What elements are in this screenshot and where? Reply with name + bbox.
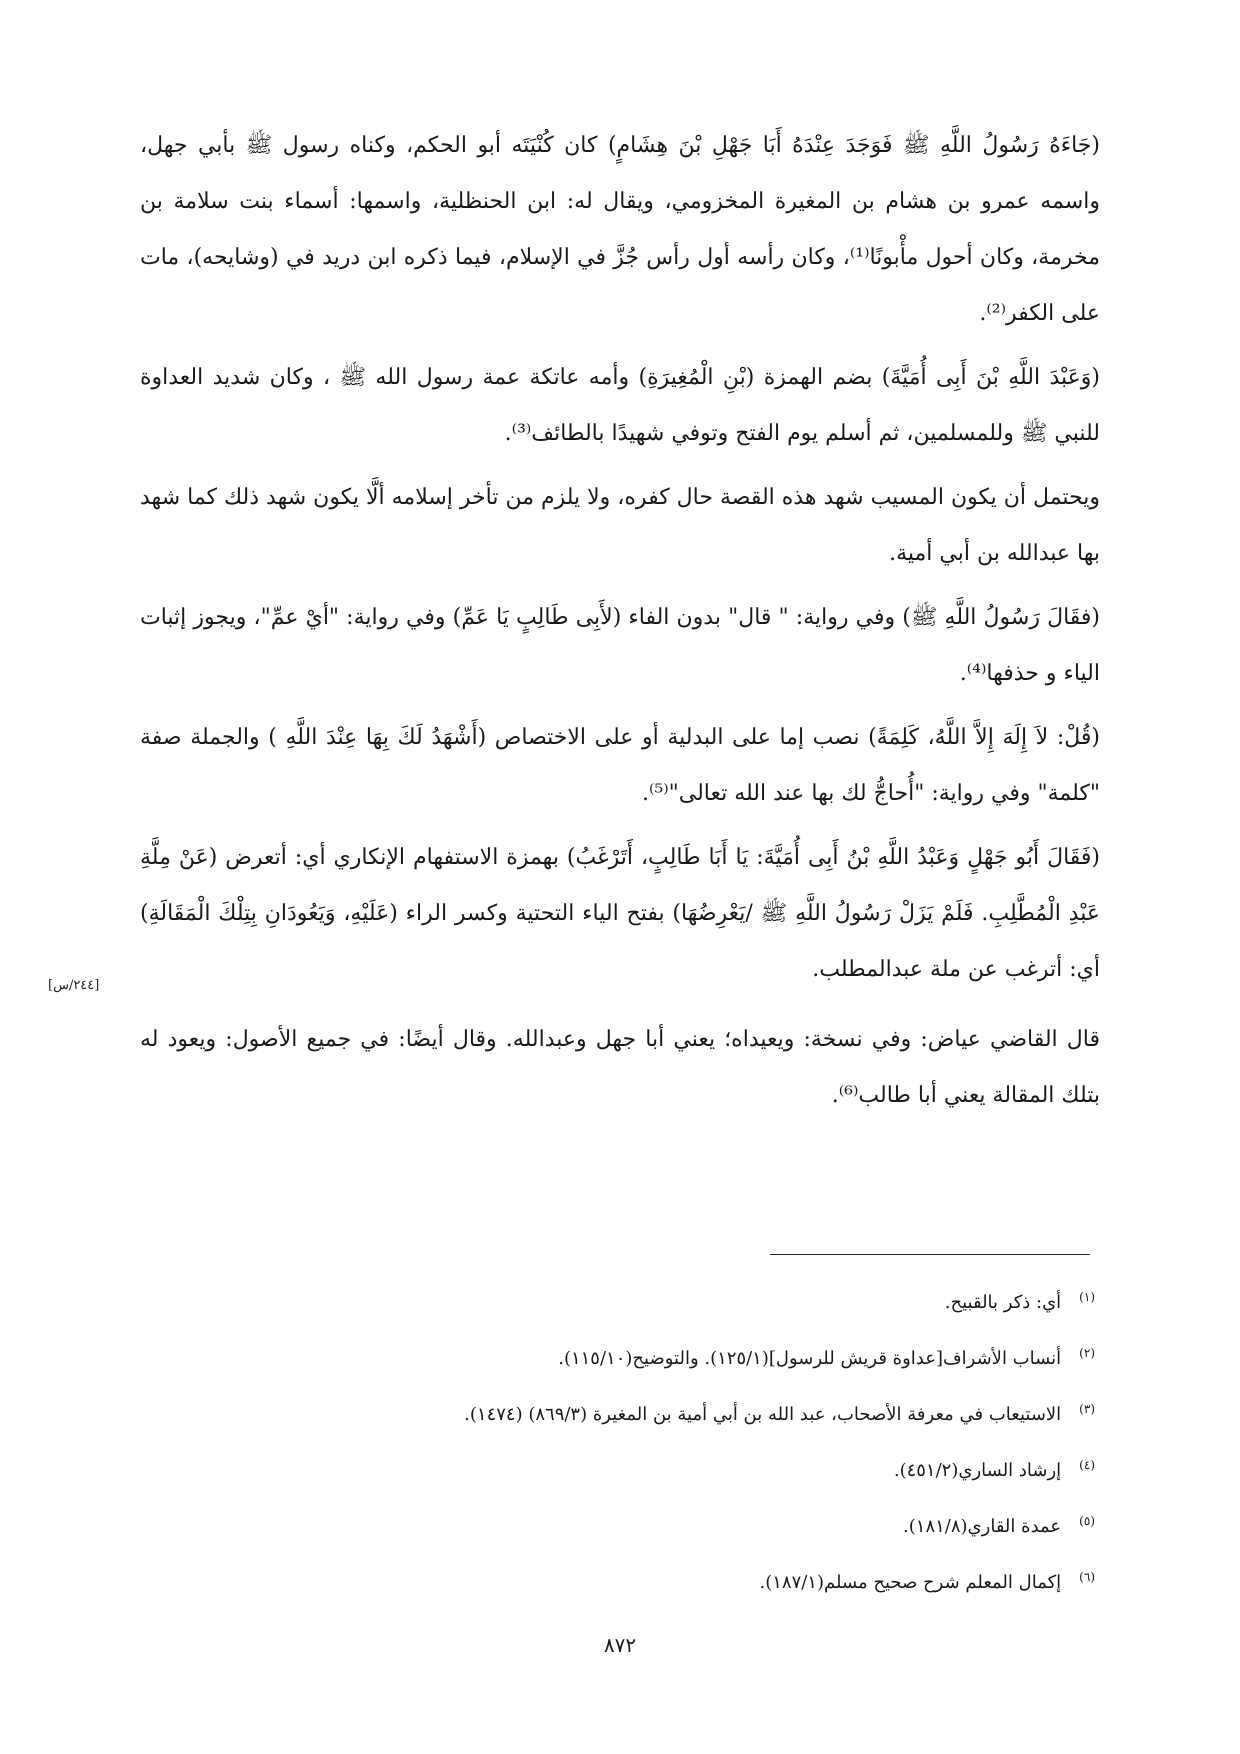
footnote bbox=[140, 1328, 1095, 1384]
paragraph-abu-jahl: (جَاءَهُ رَسُولُ اللَّهِ ﷺ فَوَجَدَ عِنْدَهُ أَبَا جَهْلِ بْنَ هِشَامٍ) كان كُنْيَتَه أبو الحكم، وكناه رسول ﷺ بأبي جهل، واسمه عمرو بن هشام بن المغيرة المخزومي، ويقال له: ابن الحنظلية، واسمها: أسماء بنت سلامة بن مخرمة، وكان أحول مأْبونًا⁽¹⁾، وكان رأسه أول رأس جُزَّ في الإسلام، فيما ذكره ابن دريد في (وشايحه)، مات على الكفر⁽²⁾. bbox=[140, 133, 1100, 326]
footnote-text: إرشاد الساري(٤٥١/٢). bbox=[893, 1460, 1062, 1481]
paragraph-prophet-said: (فقَالَ رَسُولُ اللَّهِ ﷺ) وفي رواية: " قال" بدون الفاء (لأَبِى طَالِبٍ يَا عَمِّ) وفي رواية: "أيْ عمِّ"، ويجوز إثبات الياء و حذفها⁽⁴⁾. bbox=[140, 605, 1100, 686]
paragraph-qadi-iyad: قال القاضي عياض: وفي نسخة: ويعيداه؛ يعني أبا جهل وعبدالله. وقال أيضًا: في جميع الأصول: ويعود له بتلك المقالة يعني أبا طالب⁽⁶⁾. bbox=[140, 1027, 1100, 1108]
paragraph-abdullah-ibn-abi-umayya: (وَعَبْدَ اللَّهِ بْنَ أَبِى أُمَيَّةَ) بضم الهمزة (بْنِ الْمُغِيرَةِ) وأمه عاتكة عمة رسول الله ﷺ ، وكان شديد العداوة للنبي ﷺ وللمسلمين، ثم أسلم يوم الفتح وتوفي شهيدًا بالطائف⁽³⁾. bbox=[140, 365, 1100, 446]
footnote bbox=[140, 1272, 1095, 1328]
footnote-text: أي: ذكر بالقبيح. bbox=[944, 1292, 1062, 1313]
footnote-text: إكمال المعلم شرح صحيح مسلم(١٨٧/١). bbox=[759, 1572, 1062, 1593]
paragraph-musayyib: ويحتمل أن يكون المسيب شهد هذه القصة حال كفره، ولا يلزم من تأخر إسلامه ألَّا يكون شهد ذلك كما شهد بها عبدالله بن أبي أمية. bbox=[140, 485, 1100, 566]
footnote bbox=[140, 1496, 1095, 1552]
paragraph-abu-jahl-said: (فَقَالَ أَبُو جَهْلٍ وَعَبْدُ اللَّهِ بْنُ أَبِى أُمَيَّةَ: يَا أَبَا طَالِبٍ، أَتَرْغَبُ) بهمزة الاستفهام الإنكاري أي: أتعرض (عَنْ مِلَّةِ عَبْدِ الْمُطَّلِبِ. فَلَمْ يَزَلْ رَسُولُ اللَّهِ ﷺ /يَعْرِضُهَا) بفتح الياء التحتية وكسر الراء (عَلَيْهِ، وَيَعُودَانِ بِتِلْكَ الْمَقَالَةِ) أي: أترغب عن ملة عبدالمطلب. bbox=[140, 845, 1100, 982]
footnote-number: (٥) bbox=[1079, 1514, 1095, 1528]
footnote bbox=[140, 1384, 1095, 1440]
footnote bbox=[140, 1440, 1095, 1496]
page-number: ٨٧٢ bbox=[603, 1633, 637, 1657]
footnote-number: (١) bbox=[1079, 1290, 1095, 1304]
footnote-text: أنساب الأشراف[عداوة قريش للرسول](١٢٥/١). والتوضيح(١١٥/١٠). bbox=[558, 1348, 1062, 1369]
footnote-number: (٤) bbox=[1079, 1458, 1095, 1472]
footnote-number: (٦) bbox=[1079, 1570, 1095, 1584]
footnote-number: (٣) bbox=[1079, 1402, 1095, 1416]
paragraph-shahada: (قُلْ: لاَ إِلَهَ إِلاَّ اللَّهُ، كَلِمَةً) نصب إما على البدلية أو على الاختصاص (أَشْهَدُ لَكَ بِهَا عِنْدَ اللَّهِ ) والجملة صفة "كلمة" وفي رواية: "أُحاجُّ لك بها عند الله تعالى"⁽⁵⁾. bbox=[140, 725, 1100, 806]
body-text bbox=[140, 118, 1100, 1132]
footnote-text: الاستيعاب في معرفة الأصحاب، عبد الله بن أبي أمية بن المغيرة (٨٦٩/٣) (١٤٧٤). bbox=[464, 1404, 1062, 1425]
margin-manuscript-note: [٢٤٤/س] bbox=[48, 978, 100, 993]
footnote bbox=[140, 1552, 1095, 1608]
footnotes bbox=[140, 1272, 1095, 1608]
footnote-text: عمدة القاري(١٨١/٨). bbox=[903, 1516, 1062, 1537]
footnote-number: (٢) bbox=[1079, 1346, 1095, 1360]
footnote-separator bbox=[770, 1254, 1090, 1255]
